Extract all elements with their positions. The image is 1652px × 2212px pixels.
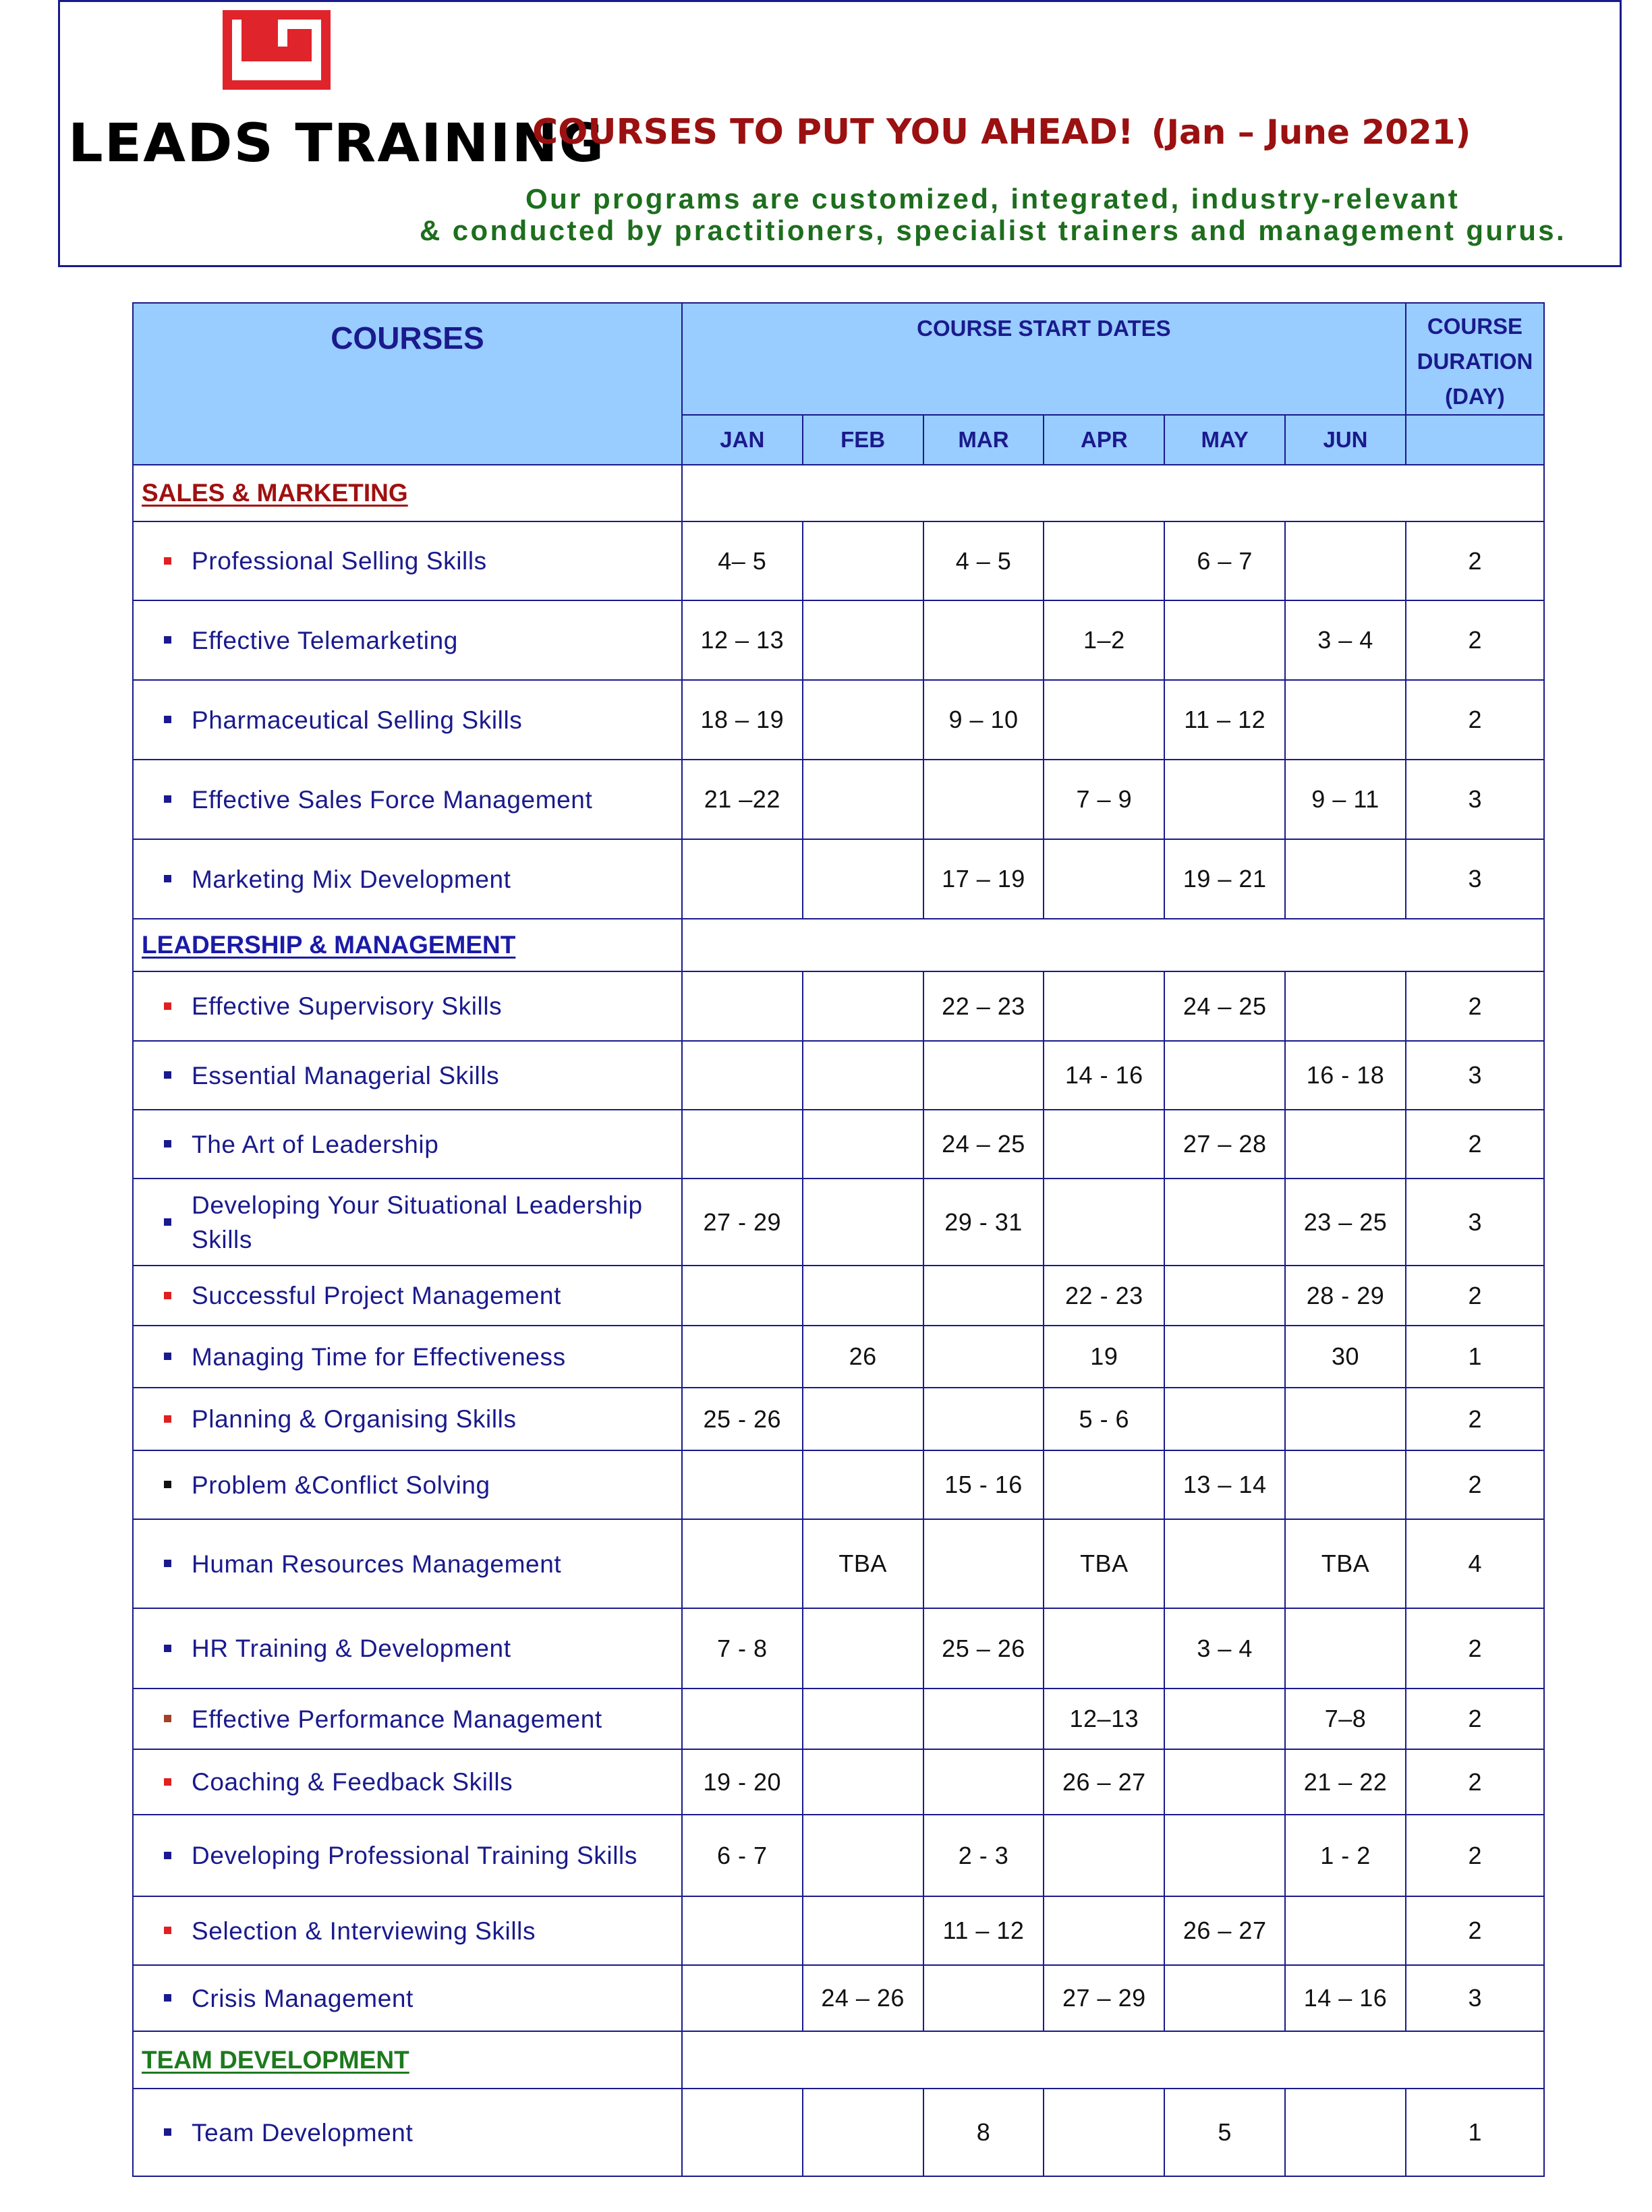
start-date-may (1164, 760, 1285, 839)
start-date-mar (923, 1519, 1044, 1608)
start-date-jan: 27 - 29 (682, 1179, 803, 1266)
course-name-cell (133, 1326, 682, 1388)
start-date-may: 27 – 28 (1164, 1110, 1285, 1179)
start-date-jan: 21 –22 (682, 760, 803, 839)
course-name: Effective Supervisory Skills (192, 992, 503, 1020)
course-duration: 3 (1406, 760, 1544, 839)
duration-header (1406, 303, 1544, 415)
bullet-icon (164, 1415, 171, 1423)
start-date-mar: 11 – 12 (923, 1896, 1044, 1965)
start-date-mar (923, 760, 1044, 839)
start-date-apr (1044, 1450, 1164, 1519)
section-title-text: LEADERSHIP & MANAGEMENT (142, 931, 516, 959)
bullet-icon (164, 1071, 171, 1079)
start-date-jan: 6 - 7 (682, 1815, 803, 1896)
month-header-feb: FEB (803, 415, 923, 465)
course-name: Problem &Conflict Solving (192, 1471, 490, 1499)
section-blank-cell (682, 465, 1544, 521)
course-duration: 3 (1406, 1041, 1544, 1110)
start-date-may (1164, 1689, 1285, 1749)
start-date-apr (1044, 521, 1164, 600)
start-date-jun: 14 – 16 (1285, 1965, 1406, 2031)
course-name-cell (133, 1965, 682, 2031)
course-row (133, 1608, 1544, 1689)
start-date-apr (1044, 1896, 1164, 1965)
course-row (133, 600, 1544, 680)
bullet-icon (164, 1994, 171, 2002)
bullet-icon (164, 1778, 171, 1786)
course-name-cell (133, 1896, 682, 1965)
start-date-mar (923, 1388, 1044, 1450)
start-date-feb (803, 680, 923, 760)
bullet-icon (164, 1292, 171, 1299)
course-name-cell (133, 839, 682, 919)
bullet-icon (164, 636, 171, 644)
start-date-mar (923, 1689, 1044, 1749)
start-date-feb (803, 1689, 923, 1749)
start-date-mar (923, 1266, 1044, 1326)
course-duration: 2 (1406, 1689, 1544, 1749)
course-name-cell (133, 521, 682, 600)
start-date-apr (1044, 2089, 1164, 2176)
course-row (133, 1326, 1544, 1388)
bullet-icon (164, 2128, 171, 2136)
start-date-feb (803, 1388, 923, 1450)
start-date-apr: 12–13 (1044, 1689, 1164, 1749)
start-date-may (1164, 1815, 1285, 1896)
course-duration: 2 (1406, 680, 1544, 760)
start-date-jun: 30 (1285, 1326, 1406, 1388)
start-date-jan (682, 1266, 803, 1326)
start-date-jan (682, 1896, 803, 1965)
course-name: The Art of Leadership (192, 1130, 439, 1158)
course-name: Selection & Interviewing Skills (192, 1917, 536, 1945)
start-date-feb (803, 1608, 923, 1689)
start-date-apr (1044, 1608, 1164, 1689)
duration-header-line: (DAY) (1445, 384, 1505, 409)
start-date-mar (923, 1749, 1044, 1815)
start-date-jan: 4– 5 (682, 521, 803, 600)
course-duration: 2 (1406, 971, 1544, 1041)
start-date-jan: 18 – 19 (682, 680, 803, 760)
course-name-cell (133, 1041, 682, 1110)
course-duration: 2 (1406, 1388, 1544, 1450)
course-row (133, 1689, 1544, 1749)
start-date-feb (803, 1450, 923, 1519)
bullet-icon (164, 1481, 171, 1488)
bullet-icon (164, 1645, 171, 1652)
course-duration: 2 (1406, 1896, 1544, 1965)
start-date-feb (803, 760, 923, 839)
start-date-apr: 19 (1044, 1326, 1164, 1388)
course-name-cell (133, 1110, 682, 1179)
start-date-jun: 1 - 2 (1285, 1815, 1406, 1896)
start-date-may: 13 – 14 (1164, 1450, 1285, 1519)
start-date-feb: 24 – 26 (803, 1965, 923, 2031)
course-schedule-table (132, 302, 1545, 2177)
start-date-may: 26 – 27 (1164, 1896, 1285, 1965)
start-date-apr: 1–2 (1044, 600, 1164, 680)
course-row (133, 760, 1544, 839)
start-date-may: 19 – 21 (1164, 839, 1285, 919)
course-name-cell (133, 1815, 682, 1896)
course-duration: 3 (1406, 1965, 1544, 2031)
course-name-cell (133, 1749, 682, 1815)
start-date-may: 6 – 7 (1164, 521, 1285, 600)
page-title (532, 112, 1471, 152)
section-title-text: SALES & MARKETING (142, 479, 408, 507)
start-date-apr: 5 - 6 (1044, 1388, 1164, 1450)
course-row (133, 1179, 1544, 1266)
bullet-icon (164, 795, 171, 803)
course-name-cell (133, 971, 682, 1041)
course-duration: 2 (1406, 1749, 1544, 1815)
course-duration: 4 (1406, 1519, 1544, 1608)
course-name: Essential Managerial Skills (192, 1061, 500, 1089)
start-date-jan: 25 - 26 (682, 1388, 803, 1450)
course-row (133, 1815, 1544, 1896)
course-duration: 2 (1406, 521, 1544, 600)
course-name: Crisis Management (192, 1984, 414, 2012)
course-duration: 2 (1406, 1815, 1544, 1896)
course-row (133, 1110, 1544, 1179)
start-date-jun (1285, 1110, 1406, 1179)
duration-header-line: COURSE (1427, 314, 1523, 339)
bullet-icon (164, 1140, 171, 1147)
bullet-icon (164, 1852, 171, 1859)
bullet-icon (164, 1353, 171, 1360)
start-date-mar: 8 (923, 2089, 1044, 2176)
start-date-jun (1285, 839, 1406, 919)
course-name: Effective Telemarketing (192, 626, 458, 654)
start-date-jun (1285, 1896, 1406, 1965)
course-name: Professional Selling Skills (192, 547, 487, 575)
start-date-apr (1044, 971, 1164, 1041)
course-table-body (133, 465, 1544, 2176)
section-title (133, 2031, 682, 2089)
start-date-jan (682, 1689, 803, 1749)
start-date-feb (803, 521, 923, 600)
start-date-mar: 2 - 3 (923, 1815, 1044, 1896)
course-name-cell (133, 1450, 682, 1519)
start-date-mar (923, 1041, 1044, 1110)
month-header-may: MAY (1164, 415, 1285, 465)
start-date-apr (1044, 1110, 1164, 1179)
tagline-line-2: & conducted by practitioners, specialist trainers and management gurus. (420, 215, 1567, 246)
start-date-jan (682, 1326, 803, 1388)
start-date-jun: 21 – 22 (1285, 1749, 1406, 1815)
start-date-jan (682, 2089, 803, 2176)
start-date-apr (1044, 839, 1164, 919)
headline-period: (Jan – June 2021) (1151, 113, 1471, 152)
start-date-apr: TBA (1044, 1519, 1164, 1608)
start-date-jan (682, 1450, 803, 1519)
section-title (133, 919, 682, 971)
course-row (133, 521, 1544, 600)
start-date-may (1164, 1519, 1285, 1608)
course-duration: 2 (1406, 1266, 1544, 1326)
course-name: HR Training & Development (192, 1635, 511, 1662)
start-date-jan: 12 – 13 (682, 600, 803, 680)
start-date-may (1164, 1179, 1285, 1266)
start-date-mar: 22 – 23 (923, 971, 1044, 1041)
course-name: Marketing Mix Development (192, 865, 511, 893)
start-date-jan (682, 971, 803, 1041)
course-row (133, 2089, 1544, 2176)
start-date-feb (803, 1896, 923, 1965)
start-date-feb (803, 1749, 923, 1815)
start-date-jun (1285, 971, 1406, 1041)
start-date-feb (803, 1815, 923, 1896)
start-date-may (1164, 1266, 1285, 1326)
start-date-may (1164, 600, 1285, 680)
start-date-apr (1044, 1179, 1164, 1266)
course-name: Human Resources Management (192, 1550, 562, 1578)
start-date-jan: 19 - 20 (682, 1749, 803, 1815)
start-date-mar (923, 1965, 1044, 2031)
course-row (133, 1388, 1544, 1450)
start-date-apr (1044, 1815, 1164, 1896)
course-name-cell (133, 1179, 682, 1266)
courses-column-header: COURSES (133, 303, 682, 465)
duration-subheader-blank (1406, 415, 1544, 465)
course-row (133, 680, 1544, 760)
bullet-icon (164, 557, 171, 565)
bullet-icon (164, 1927, 171, 1934)
course-duration: 2 (1406, 1450, 1544, 1519)
bullet-icon (164, 1715, 171, 1722)
course-name-cell (133, 1519, 682, 1608)
start-date-may (1164, 1326, 1285, 1388)
section-row (133, 919, 1544, 971)
start-date-mar: 29 - 31 (923, 1179, 1044, 1266)
section-title-text: TEAM DEVELOPMENT (142, 2045, 409, 2074)
start-date-may (1164, 1749, 1285, 1815)
duration-header-line: DURATION (1417, 349, 1533, 374)
course-name-cell (133, 680, 682, 760)
course-name: Effective Sales Force Management (192, 785, 593, 814)
start-date-jun: 3 – 4 (1285, 600, 1406, 680)
course-row (133, 1450, 1544, 1519)
start-date-jan (682, 839, 803, 919)
start-date-feb (803, 1110, 923, 1179)
logo-wordmark: LEADS TRAINING (68, 113, 606, 174)
start-date-mar: 25 – 26 (923, 1608, 1044, 1689)
bullet-icon (164, 1002, 171, 1010)
start-date-apr: 14 - 16 (1044, 1041, 1164, 1110)
section-row (133, 465, 1544, 521)
course-duration: 2 (1406, 1110, 1544, 1179)
start-date-mar (923, 600, 1044, 680)
start-date-jan (682, 1110, 803, 1179)
course-duration: 2 (1406, 1608, 1544, 1689)
start-date-feb (803, 839, 923, 919)
start-date-jun: 28 - 29 (1285, 1266, 1406, 1326)
course-name-cell (133, 2089, 682, 2176)
course-duration: 2 (1406, 600, 1544, 680)
headline-text: COURSES TO PUT YOU AHEAD! (532, 112, 1134, 152)
course-name: Developing Professional Training Skills (192, 1842, 637, 1869)
start-date-mar: 24 – 25 (923, 1110, 1044, 1179)
course-row (133, 1749, 1544, 1815)
course-row (133, 1896, 1544, 1965)
month-header-jan: JAN (682, 415, 803, 465)
start-date-jun (1285, 1450, 1406, 1519)
course-duration: 1 (1406, 1326, 1544, 1388)
section-title (133, 465, 682, 521)
course-name-cell (133, 1608, 682, 1689)
bullet-icon (164, 1218, 171, 1226)
bullet-icon (164, 716, 171, 723)
month-header-jun: JUN (1285, 415, 1406, 465)
course-row (133, 1519, 1544, 1608)
start-date-feb (803, 2089, 923, 2176)
course-name: Planning & Organising Skills (192, 1405, 517, 1433)
start-date-mar: 17 – 19 (923, 839, 1044, 919)
leads-logo-icon (223, 10, 331, 90)
start-date-feb: 26 (803, 1326, 923, 1388)
start-date-feb (803, 1041, 923, 1110)
start-date-jan (682, 1041, 803, 1110)
section-blank-cell (682, 2031, 1544, 2089)
start-date-feb: TBA (803, 1519, 923, 1608)
start-date-mar: 9 – 10 (923, 680, 1044, 760)
start-date-apr: 22 - 23 (1044, 1266, 1164, 1326)
course-name-cell (133, 760, 682, 839)
start-date-may: 3 – 4 (1164, 1608, 1285, 1689)
section-row (133, 2031, 1544, 2089)
start-date-jun (1285, 2089, 1406, 2176)
start-date-mar (923, 1326, 1044, 1388)
bullet-icon (164, 1560, 171, 1567)
start-date-jun: 7–8 (1285, 1689, 1406, 1749)
start-date-may: 11 – 12 (1164, 680, 1285, 760)
course-duration: 3 (1406, 1179, 1544, 1266)
course-name-cell (133, 1689, 682, 1749)
start-date-jun: 23 – 25 (1285, 1179, 1406, 1266)
course-name-cell (133, 1266, 682, 1326)
course-row (133, 1266, 1544, 1326)
course-name-cell (133, 1388, 682, 1450)
start-date-jun (1285, 1388, 1406, 1450)
course-row (133, 1965, 1544, 2031)
start-date-apr: 7 – 9 (1044, 760, 1164, 839)
course-row (133, 1041, 1544, 1110)
start-date-jan (682, 1965, 803, 2031)
start-date-jun: TBA (1285, 1519, 1406, 1608)
course-row (133, 971, 1544, 1041)
start-date-may (1164, 1041, 1285, 1110)
course-duration: 3 (1406, 839, 1544, 919)
start-date-apr (1044, 680, 1164, 760)
start-date-feb (803, 1266, 923, 1326)
start-date-mar: 4 – 5 (923, 521, 1044, 600)
start-date-apr: 26 – 27 (1044, 1749, 1164, 1815)
start-date-may: 5 (1164, 2089, 1285, 2176)
tagline-line-1: Our programs are customized, integrated, industry-relevant (525, 183, 1460, 215)
section-blank-cell (682, 919, 1544, 971)
course-name: Team Development (192, 2118, 414, 2147)
start-date-jun: 9 – 11 (1285, 760, 1406, 839)
month-header-apr: APR (1044, 415, 1164, 465)
start-date-jan: 7 - 8 (682, 1608, 803, 1689)
header-banner (58, 0, 1622, 267)
start-date-may: 24 – 25 (1164, 971, 1285, 1041)
start-dates-header: COURSE START DATES (682, 303, 1406, 415)
start-date-may (1164, 1388, 1285, 1450)
start-date-jun: 16 - 18 (1285, 1041, 1406, 1110)
course-name-cell (133, 600, 682, 680)
bullet-icon (164, 875, 171, 882)
start-date-apr: 27 – 29 (1044, 1965, 1164, 2031)
start-date-may (1164, 1965, 1285, 2031)
course-name: Pharmaceutical Selling Skills (192, 706, 523, 734)
start-date-jun (1285, 1608, 1406, 1689)
start-date-feb (803, 971, 923, 1041)
start-date-jun (1285, 680, 1406, 760)
course-row (133, 839, 1544, 919)
start-date-feb (803, 600, 923, 680)
course-duration: 1 (1406, 2089, 1544, 2176)
start-date-feb (803, 1179, 923, 1266)
course-name: Managing Time for Effectiveness (192, 1342, 566, 1371)
course-name: Coaching & Feedback Skills (192, 1768, 513, 1796)
start-date-jan (682, 1519, 803, 1608)
course-name: Successful Project Management (192, 1282, 561, 1309)
course-name: Developing Your Situational Leadership Skills (192, 1191, 643, 1253)
start-date-jun (1285, 521, 1406, 600)
start-date-mar: 15 - 16 (923, 1450, 1044, 1519)
month-header-mar: MAR (923, 415, 1044, 465)
course-name: Effective Performance Management (192, 1705, 602, 1733)
